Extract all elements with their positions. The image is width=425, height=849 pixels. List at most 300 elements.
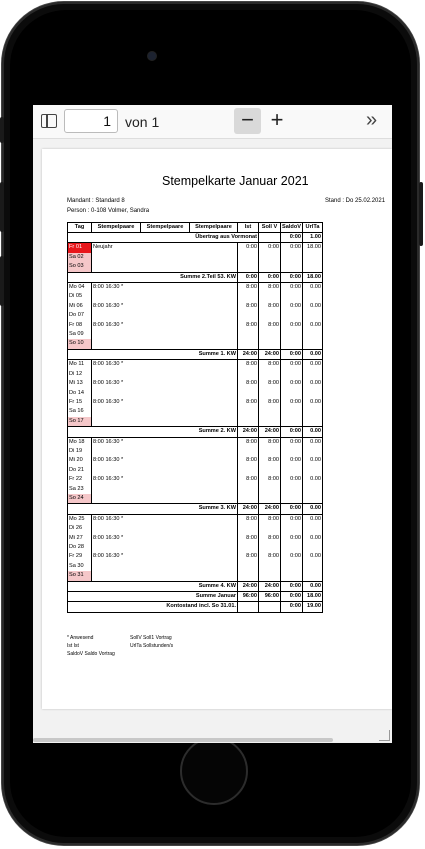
day-cell: Di 19 bbox=[68, 447, 92, 456]
saldo-cell bbox=[281, 389, 303, 398]
power-button bbox=[419, 182, 423, 246]
carryover-row bbox=[68, 233, 323, 243]
ist-cell bbox=[238, 262, 259, 272]
day-cell: Di 26 bbox=[68, 524, 92, 533]
day-cell: Mi 20 bbox=[68, 456, 92, 465]
summary-ist: 24:00 bbox=[238, 349, 259, 359]
summary-saldo: 0:00 bbox=[281, 349, 303, 359]
day-cell: Fr 08 bbox=[68, 321, 92, 330]
ist-cell: 8:00 bbox=[238, 302, 259, 311]
day-cell: Fr 15 bbox=[68, 398, 92, 407]
stamp-cell: 8:00 16:30 * bbox=[92, 552, 238, 561]
day-cell: Mo 18 bbox=[68, 437, 92, 447]
day-row bbox=[68, 514, 323, 524]
day-row bbox=[68, 524, 323, 533]
urlaub-cell: 0.00 bbox=[303, 398, 323, 407]
urlaub-cell bbox=[303, 562, 323, 571]
ist-cell bbox=[238, 447, 259, 456]
summary-soll: 24:00 bbox=[259, 349, 281, 359]
day-row bbox=[68, 243, 323, 253]
day-row bbox=[68, 475, 323, 484]
summary-saldo: 0:00 bbox=[281, 602, 303, 612]
soll-cell bbox=[259, 292, 281, 301]
day-row bbox=[68, 389, 323, 398]
saldo-cell: 0:00 bbox=[281, 534, 303, 543]
stand-label: Stand : Do 25.02.2021 bbox=[325, 198, 386, 204]
soll-cell bbox=[259, 447, 281, 456]
saldo-cell: 0:00 bbox=[281, 437, 303, 447]
stamp-cell bbox=[92, 253, 238, 262]
saldo-cell bbox=[281, 417, 303, 427]
resize-grip-icon[interactable] bbox=[379, 730, 390, 741]
summary-label: Summe 4. KW bbox=[68, 581, 238, 591]
day-cell: Sa 23 bbox=[68, 485, 92, 494]
mandant-label: Mandant : Standard 8 bbox=[67, 198, 125, 204]
soll-cell: 8:00 bbox=[259, 379, 281, 388]
day-row bbox=[68, 398, 323, 407]
saldo-cell: 0:00 bbox=[281, 360, 303, 370]
ist-cell bbox=[238, 485, 259, 494]
ist-cell: 8:00 bbox=[238, 456, 259, 465]
ist-cell bbox=[238, 524, 259, 533]
saldo-cell bbox=[281, 292, 303, 301]
soll-cell: 8:00 bbox=[259, 360, 281, 370]
day-cell: Fr 29 bbox=[68, 552, 92, 561]
soll-cell bbox=[259, 543, 281, 552]
urlaub-cell: 0.00 bbox=[303, 534, 323, 543]
stamp-cell bbox=[92, 330, 238, 339]
summary-row bbox=[68, 592, 323, 602]
summary-saldo: 0:00 bbox=[281, 427, 303, 437]
table-header-row bbox=[68, 223, 323, 233]
day-row bbox=[68, 321, 323, 330]
summary-saldo: 0:00 bbox=[281, 504, 303, 514]
soll-cell bbox=[259, 524, 281, 533]
stamp-cell bbox=[92, 407, 238, 416]
stamp-cell: 8:00 16:30 * bbox=[92, 283, 238, 293]
summary-label: Kontostand incl. So 31.01. bbox=[68, 602, 238, 612]
day-cell: Mi 13 bbox=[68, 379, 92, 388]
soll-cell: 8:00 bbox=[259, 302, 281, 311]
summary-label: Summe 2. KW bbox=[68, 427, 238, 437]
soll-cell: 8:00 bbox=[259, 534, 281, 543]
summary-label: Summe 2.Teil 53. KW bbox=[68, 272, 238, 282]
urlaub-cell bbox=[303, 543, 323, 552]
stamp-cell: 8:00 16:30 * bbox=[92, 514, 238, 524]
ist-cell bbox=[238, 543, 259, 552]
summary-urlaub: 0.00 bbox=[303, 504, 323, 514]
ist-cell bbox=[238, 562, 259, 571]
urlaub-cell bbox=[303, 485, 323, 494]
urlaub-cell bbox=[303, 447, 323, 456]
soll-cell: 0:00 bbox=[259, 243, 281, 253]
saldo-cell bbox=[281, 466, 303, 475]
urlaub-cell: 18.00 bbox=[303, 243, 323, 253]
day-cell: Sa 02 bbox=[68, 253, 92, 262]
day-row bbox=[68, 447, 323, 456]
summary-row bbox=[68, 349, 323, 359]
soll-cell bbox=[259, 571, 281, 581]
summary-row bbox=[68, 504, 323, 514]
ist-cell: 8:00 bbox=[238, 321, 259, 330]
ist-cell: 8:00 bbox=[238, 534, 259, 543]
ist-cell bbox=[238, 389, 259, 398]
more-tools-icon[interactable]: » bbox=[366, 109, 378, 131]
urlaub-cell bbox=[303, 370, 323, 379]
legend-saldo-vortrag: SaldoV Saldo Vortrag bbox=[67, 651, 115, 657]
urlaub-cell: 0.00 bbox=[303, 302, 323, 311]
ist-cell: 8:00 bbox=[238, 360, 259, 370]
stamp-cell bbox=[92, 466, 238, 475]
day-row bbox=[68, 417, 323, 427]
ist-cell: 8:00 bbox=[238, 398, 259, 407]
day-cell: Sa 16 bbox=[68, 407, 92, 416]
urlaub-cell: 0.00 bbox=[303, 437, 323, 447]
day-row bbox=[68, 494, 323, 504]
saldo-cell bbox=[281, 494, 303, 504]
col-header-saldo: SaldoV bbox=[281, 223, 303, 233]
ist-cell: 8:00 bbox=[238, 283, 259, 293]
summary-soll: 96:00 bbox=[259, 592, 281, 602]
day-row bbox=[68, 562, 323, 571]
soll-cell bbox=[259, 330, 281, 339]
urlaub-cell bbox=[303, 389, 323, 398]
urlaub-cell bbox=[303, 330, 323, 339]
saldo-cell bbox=[281, 370, 303, 379]
soll-cell bbox=[259, 485, 281, 494]
stamp-cell bbox=[92, 485, 238, 494]
saldo-cell bbox=[281, 311, 303, 320]
stamp-cell bbox=[92, 571, 238, 581]
saldo-cell bbox=[281, 407, 303, 416]
saldo-cell bbox=[281, 524, 303, 533]
urlaub-cell: 0.00 bbox=[303, 379, 323, 388]
stamp-cell bbox=[92, 543, 238, 552]
saldo-cell bbox=[281, 485, 303, 494]
saldo-cell: 0:00 bbox=[281, 398, 303, 407]
summary-soll: 0:00 bbox=[259, 272, 281, 282]
document-title: Stempelkarte Januar 2021 bbox=[162, 174, 309, 188]
day-cell: Sa 09 bbox=[68, 330, 92, 339]
mute-switch bbox=[0, 117, 4, 143]
summary-urlaub: 18.00 bbox=[303, 272, 323, 282]
summary-urlaub: 0.00 bbox=[303, 581, 323, 591]
summary-soll: 24:00 bbox=[259, 581, 281, 591]
saldo-cell bbox=[281, 330, 303, 339]
summary-ist: 24:00 bbox=[238, 581, 259, 591]
day-row bbox=[68, 360, 323, 370]
carryover-label: Übertrag aus Vormonat bbox=[68, 233, 259, 243]
col-header-urlaub: UrlTa bbox=[303, 223, 323, 233]
legend-urlaub: UrlTa Sollstunden/s bbox=[130, 643, 174, 649]
day-row bbox=[68, 311, 323, 320]
urlaub-cell bbox=[303, 253, 323, 262]
urlaub-cell bbox=[303, 311, 323, 320]
day-cell: Mo 04 bbox=[68, 283, 92, 293]
horizontal-scrollbar[interactable] bbox=[33, 738, 333, 742]
timesheet-body bbox=[68, 233, 323, 613]
day-row bbox=[68, 379, 323, 388]
summary-ist: 0:00 bbox=[238, 272, 259, 282]
soll-cell: 8:00 bbox=[259, 321, 281, 330]
summary-soll bbox=[259, 602, 281, 612]
urlaub-cell bbox=[303, 292, 323, 301]
soll-cell bbox=[259, 466, 281, 475]
day-cell: So 03 bbox=[68, 262, 92, 272]
urlaub-cell: 0.00 bbox=[303, 514, 323, 524]
ist-cell: 8:00 bbox=[238, 552, 259, 561]
ist-cell bbox=[238, 571, 259, 581]
stamp-cell bbox=[92, 494, 238, 504]
col-header-tag: Tag bbox=[68, 223, 92, 233]
ist-cell bbox=[238, 370, 259, 379]
saldo-cell bbox=[281, 339, 303, 349]
urlaub-cell bbox=[303, 262, 323, 272]
ist-cell bbox=[238, 311, 259, 320]
saldo-cell bbox=[281, 571, 303, 581]
day-row bbox=[68, 302, 323, 311]
day-row bbox=[68, 543, 323, 552]
ist-cell bbox=[238, 466, 259, 475]
carryover-urlaub: 1.00 bbox=[303, 233, 323, 243]
summary-label: Summe 3. KW bbox=[68, 504, 238, 514]
legend-ist: Ist Ist bbox=[67, 643, 79, 649]
col-header-ist: Ist bbox=[238, 223, 259, 233]
saldo-cell: 0:00 bbox=[281, 456, 303, 465]
urlaub-cell bbox=[303, 524, 323, 533]
summary-row bbox=[68, 581, 323, 591]
soll-cell: 8:00 bbox=[259, 552, 281, 561]
day-cell: Do 21 bbox=[68, 466, 92, 475]
urlaub-cell bbox=[303, 494, 323, 504]
ist-cell: 8:00 bbox=[238, 379, 259, 388]
day-cell: Fr 22 bbox=[68, 475, 92, 484]
saldo-cell: 0:00 bbox=[281, 514, 303, 524]
saldo-cell: 0:00 bbox=[281, 283, 303, 293]
ist-cell: 8:00 bbox=[238, 437, 259, 447]
soll-cell bbox=[259, 253, 281, 262]
saldo-cell: 0:00 bbox=[281, 379, 303, 388]
legend-anwesend: * Anwesend bbox=[67, 635, 94, 641]
day-row bbox=[68, 552, 323, 561]
stamp-cell: 8:00 16:30 * bbox=[92, 302, 238, 311]
summary-ist: 24:00 bbox=[238, 504, 259, 514]
soll-cell: 8:00 bbox=[259, 283, 281, 293]
stamp-cell: 8:00 16:30 * bbox=[92, 437, 238, 447]
ist-cell bbox=[238, 292, 259, 301]
day-cell: Do 28 bbox=[68, 543, 92, 552]
summary-row bbox=[68, 427, 323, 437]
ist-cell: 8:00 bbox=[238, 475, 259, 484]
stamp-cell: 8:00 16:30 * bbox=[92, 456, 238, 465]
zoom-out-button[interactable]: − bbox=[234, 108, 261, 134]
col-header-stempelpaare: Stempelpaare bbox=[92, 223, 141, 233]
ist-cell bbox=[238, 417, 259, 427]
summary-urlaub: 0.00 bbox=[303, 427, 323, 437]
page-count-label: von 1 bbox=[125, 114, 160, 130]
urlaub-cell bbox=[303, 417, 323, 427]
day-row bbox=[68, 292, 323, 301]
urlaub-cell bbox=[303, 339, 323, 349]
stamp-cell bbox=[92, 417, 238, 427]
soll-cell bbox=[259, 407, 281, 416]
summary-soll: 24:00 bbox=[259, 427, 281, 437]
soll-cell bbox=[259, 311, 281, 320]
day-row bbox=[68, 456, 323, 465]
saldo-cell: 0:00 bbox=[281, 302, 303, 311]
urlaub-cell: 0.00 bbox=[303, 456, 323, 465]
day-row bbox=[68, 571, 323, 581]
urlaub-cell: 0.00 bbox=[303, 360, 323, 370]
urlaub-cell bbox=[303, 407, 323, 416]
urlaub-cell: 0.00 bbox=[303, 475, 323, 484]
pdf-viewer-screen bbox=[33, 105, 392, 743]
soll-cell bbox=[259, 339, 281, 349]
day-cell: Mi 27 bbox=[68, 534, 92, 543]
urlaub-cell: 0.00 bbox=[303, 321, 323, 330]
front-camera bbox=[148, 52, 156, 60]
zoom-in-button[interactable]: + bbox=[270, 107, 284, 132]
saldo-cell bbox=[281, 253, 303, 262]
soll-cell bbox=[259, 262, 281, 272]
saldo-cell: 0:00 bbox=[281, 243, 303, 253]
stamp-cell: 8:00 16:30 * bbox=[92, 398, 238, 407]
day-cell: Sa 30 bbox=[68, 562, 92, 571]
soll-cell: 8:00 bbox=[259, 398, 281, 407]
soll-cell: 8:00 bbox=[259, 475, 281, 484]
day-row bbox=[68, 534, 323, 543]
stamp-cell bbox=[92, 562, 238, 571]
day-cell: Mo 11 bbox=[68, 360, 92, 370]
stamp-cell: 8:00 16:30 * bbox=[92, 321, 238, 330]
page-number-input[interactable]: 1 bbox=[64, 109, 118, 133]
summary-urlaub: 19.00 bbox=[303, 602, 323, 612]
day-cell: So 17 bbox=[68, 417, 92, 427]
day-row bbox=[68, 485, 323, 494]
summary-urlaub: 0.00 bbox=[303, 349, 323, 359]
day-row bbox=[68, 466, 323, 475]
soll-cell bbox=[259, 417, 281, 427]
ist-cell bbox=[238, 339, 259, 349]
summary-urlaub: 18.00 bbox=[303, 592, 323, 602]
summary-ist: 96:00 bbox=[238, 592, 259, 602]
carryover-saldo: 0:00 bbox=[281, 233, 303, 243]
urlaub-cell: 0.00 bbox=[303, 283, 323, 293]
soll-cell bbox=[259, 370, 281, 379]
stamp-cell: Neujahr bbox=[92, 243, 238, 253]
stamp-cell bbox=[92, 524, 238, 533]
stamp-cell bbox=[92, 311, 238, 320]
soll-cell bbox=[259, 562, 281, 571]
summary-label: Summe 1. KW bbox=[68, 349, 238, 359]
day-row bbox=[68, 407, 323, 416]
urlaub-cell: 0.00 bbox=[303, 552, 323, 561]
day-cell: So 10 bbox=[68, 339, 92, 349]
day-cell: Fr 01 bbox=[68, 243, 92, 253]
day-row bbox=[68, 283, 323, 293]
stamp-cell: 8:00 16:30 * bbox=[92, 360, 238, 370]
sidebar-toggle-icon[interactable] bbox=[41, 114, 57, 128]
summary-saldo: 0:00 bbox=[281, 272, 303, 282]
saldo-cell bbox=[281, 543, 303, 552]
day-cell: So 31 bbox=[68, 571, 92, 581]
summary-soll: 24:00 bbox=[259, 504, 281, 514]
legend-soll-vortrag: SollV Soll1 Vortrag bbox=[130, 635, 172, 641]
ist-cell: 0:00 bbox=[238, 243, 259, 253]
day-row bbox=[68, 262, 323, 272]
col-header-stempelpaare: Stempelpaare bbox=[141, 223, 190, 233]
ist-cell: 8:00 bbox=[238, 514, 259, 524]
volume-down-button bbox=[0, 256, 4, 306]
soll-cell bbox=[259, 494, 281, 504]
ist-cell bbox=[238, 407, 259, 416]
pdf-toolbar bbox=[33, 105, 392, 139]
summary-ist: 24:00 bbox=[238, 427, 259, 437]
col-header-stempelpaare: Stempelpaare bbox=[190, 223, 238, 233]
urlaub-cell bbox=[303, 466, 323, 475]
stamp-cell bbox=[92, 370, 238, 379]
stamp-cell bbox=[92, 262, 238, 272]
saldo-cell bbox=[281, 562, 303, 571]
day-row bbox=[68, 437, 323, 447]
day-row bbox=[68, 253, 323, 262]
day-cell: Di 05 bbox=[68, 292, 92, 301]
person-label: Person : 0-108 Volmer, Sandra bbox=[67, 208, 150, 214]
soll-cell: 8:00 bbox=[259, 456, 281, 465]
day-row bbox=[68, 370, 323, 379]
saldo-cell: 0:00 bbox=[281, 321, 303, 330]
day-cell: Di 12 bbox=[68, 370, 92, 379]
day-cell: So 24 bbox=[68, 494, 92, 504]
carryover-soll bbox=[259, 233, 281, 243]
saldo-cell bbox=[281, 262, 303, 272]
summary-row bbox=[68, 272, 323, 282]
stamp-cell: 8:00 16:30 * bbox=[92, 534, 238, 543]
day-cell: Do 07 bbox=[68, 311, 92, 320]
stamp-cell bbox=[92, 389, 238, 398]
stamp-cell: 8:00 16:30 * bbox=[92, 475, 238, 484]
pdf-page bbox=[42, 149, 392, 709]
home-button[interactable] bbox=[180, 737, 248, 805]
soll-cell bbox=[259, 389, 281, 398]
volume-up-button bbox=[0, 182, 4, 232]
summary-ist bbox=[238, 602, 259, 612]
ist-cell bbox=[238, 253, 259, 262]
summary-saldo: 0:00 bbox=[281, 592, 303, 602]
summary-row bbox=[68, 602, 323, 612]
ist-cell bbox=[238, 330, 259, 339]
col-header-soll: Soll V bbox=[259, 223, 281, 233]
saldo-cell: 0:00 bbox=[281, 552, 303, 561]
timesheet-table bbox=[67, 222, 323, 613]
soll-cell: 8:00 bbox=[259, 437, 281, 447]
day-cell: Mi 06 bbox=[68, 302, 92, 311]
saldo-cell bbox=[281, 447, 303, 456]
summary-saldo: 0:00 bbox=[281, 581, 303, 591]
ist-cell bbox=[238, 494, 259, 504]
stamp-cell: 8:00 16:30 * bbox=[92, 379, 238, 388]
stamp-cell bbox=[92, 292, 238, 301]
day-row bbox=[68, 339, 323, 349]
day-cell: Do 14 bbox=[68, 389, 92, 398]
stamp-cell bbox=[92, 339, 238, 349]
soll-cell: 8:00 bbox=[259, 514, 281, 524]
day-cell: Mo 25 bbox=[68, 514, 92, 524]
saldo-cell: 0:00 bbox=[281, 475, 303, 484]
summary-label: Summe Januar bbox=[68, 592, 238, 602]
stamp-cell bbox=[92, 447, 238, 456]
day-row bbox=[68, 330, 323, 339]
